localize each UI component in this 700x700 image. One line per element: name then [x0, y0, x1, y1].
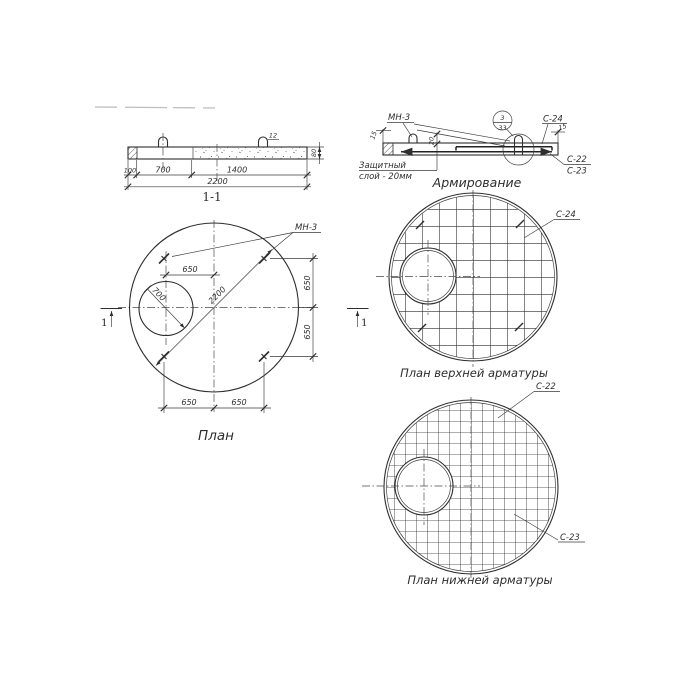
- upper-mesh-title: План верхней арматуры: [400, 366, 548, 380]
- reinforcement-title: Армирование: [432, 175, 522, 190]
- dim-thickness-text: 80: [310, 148, 318, 158]
- dim-650-bottom-left: 650: [181, 398, 197, 407]
- dim-100: 100: [123, 166, 137, 175]
- dim-2200: 2200: [207, 177, 228, 187]
- plan-view: [101, 220, 369, 444]
- dim-650-right-lower: 650: [303, 324, 312, 340]
- detail-position: 3: [500, 114, 505, 122]
- label-mn3: МН-3: [295, 223, 318, 233]
- label-c22: С-22: [567, 155, 587, 165]
- section-1-1-view: [124, 132, 324, 205]
- reinforcement-section-view: [359, 111, 591, 190]
- lower-mesh-title: План нижней арматуры: [407, 573, 553, 587]
- dim-right-edge: 15: [557, 122, 568, 133]
- section-mark-label: 1: [101, 317, 108, 329]
- label-c24: С-24: [543, 114, 563, 125]
- slab-end-block: [128, 147, 137, 159]
- dim-700: 700: [155, 165, 171, 175]
- upper-mesh-plan: [376, 190, 580, 380]
- dim-650-top: 650: [182, 265, 198, 274]
- label-c22: С-22: [536, 382, 556, 392]
- label-c23: С-23: [567, 166, 587, 177]
- dim-loop: 12: [268, 131, 278, 140]
- detail-weight: 33: [498, 124, 507, 132]
- section-mark-label: 1: [361, 317, 368, 329]
- label-c23: С-23: [560, 533, 580, 543]
- dim-1400: 1400: [226, 165, 248, 175]
- section-title: 1-1: [202, 190, 222, 204]
- lifting-loop: [259, 137, 268, 147]
- dim-hole: 700: [150, 285, 168, 303]
- dim-cover: 20: [427, 136, 436, 146]
- lower-mesh-plan: [362, 382, 585, 587]
- plan-title: План: [198, 428, 234, 444]
- dim-650-bottom-right: 650: [231, 398, 247, 407]
- protective-layer-note-line2: слой - 20мм: [359, 172, 412, 182]
- dim-left-edge: 15: [368, 130, 379, 141]
- detail-callout: [493, 111, 513, 136]
- concrete-texture: [194, 148, 307, 159]
- dim-diameter: 2200: [206, 284, 228, 306]
- scan-artifact-line: [95, 107, 215, 108]
- dim-row-2: [124, 177, 311, 190]
- section-mark-left: [101, 309, 123, 330]
- label-c24: С-24: [556, 210, 576, 220]
- dim-650-right-upper: 650: [303, 275, 312, 291]
- lifting-loop: [409, 134, 417, 143]
- section-mark-right: [347, 309, 369, 330]
- dim-thickness: [307, 142, 324, 164]
- label-mn3: МН-3: [388, 113, 411, 123]
- slab-outline: [383, 143, 558, 155]
- protective-layer-note-line1: Защитный: [359, 161, 406, 171]
- slab-end-block: [383, 143, 393, 155]
